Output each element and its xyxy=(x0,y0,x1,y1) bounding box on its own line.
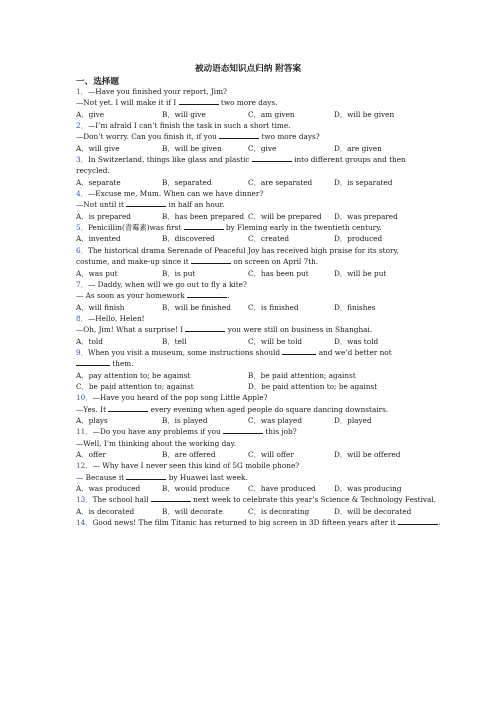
answer-option[interactable]: A．was put xyxy=(76,268,118,278)
question-stem: 12．— Why have I never seen this kind of 5G mobile phone? xyxy=(76,461,300,471)
question-stem: 13．The school hall next week to celebrate this year’s Science & Technology Festival. xyxy=(76,495,437,505)
answer-option[interactable]: D．be paid attention to; be against xyxy=(248,381,378,391)
question-number: 10． xyxy=(76,393,93,403)
answer-option[interactable]: B．is played xyxy=(162,415,208,425)
options-row xyxy=(76,233,421,244)
answer-option[interactable]: C．will offer xyxy=(248,450,294,459)
answer-blank xyxy=(223,427,263,434)
options-row xyxy=(76,506,421,517)
answer-option[interactable]: C．give xyxy=(248,143,277,153)
answer-option[interactable]: D．will be decorated xyxy=(334,506,412,516)
answer-option[interactable]: A．plays xyxy=(76,415,108,425)
question-line: —Don’t worry. Can you finish it, if you two more days? xyxy=(76,132,320,142)
options-row xyxy=(76,177,421,188)
answer-option[interactable]: D．is separated xyxy=(334,177,393,187)
question-stem: 6．The historical drama Serenade of Peaceful Joy has received high praise for its story, costume, and make-up since it on screen on April 7th. xyxy=(76,245,399,267)
answer-option[interactable]: D．was prepared xyxy=(334,211,398,221)
answer-option[interactable]: C．are separated xyxy=(248,177,313,187)
answer-option[interactable]: D．are given xyxy=(334,143,382,153)
question-list xyxy=(76,86,441,528)
question-number: 6． xyxy=(76,245,88,255)
answer-blank xyxy=(185,325,225,332)
question-line: — Because it by Huawei last week. xyxy=(76,472,248,482)
answer-option[interactable]: C．created xyxy=(248,234,290,244)
answer-blank xyxy=(151,495,191,502)
answer-blank xyxy=(126,200,166,207)
answer-option[interactable]: D．will be put xyxy=(334,268,387,278)
answer-option[interactable]: A．was produced xyxy=(76,484,141,494)
question-stem: 3．In Switzerland, things like glass and plastic into different groups and then recycled. xyxy=(76,155,406,176)
options-row xyxy=(76,415,421,426)
options-row xyxy=(76,143,421,154)
answer-option[interactable]: B．will be given xyxy=(162,143,222,153)
answer-option[interactable]: C．will be told xyxy=(248,336,303,346)
question-stem: 4．—Excuse me, Mum. When can we have dinner? xyxy=(76,189,264,199)
answer-option[interactable]: D．finishes xyxy=(334,302,376,312)
answer-option[interactable]: A．will give xyxy=(76,143,120,153)
answer-option[interactable]: B．will give xyxy=(162,109,206,119)
answer-option[interactable]: A．told xyxy=(76,336,103,346)
question-number: 3． xyxy=(76,155,88,165)
answer-option[interactable]: A．is prepared xyxy=(76,211,131,221)
answer-option[interactable]: C．have produced xyxy=(248,484,316,494)
answer-option[interactable]: C．was played xyxy=(248,415,303,425)
answer-option[interactable]: A．separate xyxy=(76,177,121,187)
answer-option[interactable]: C．will be prepared xyxy=(248,211,322,221)
answer-option[interactable]: C．is decorating xyxy=(248,506,310,516)
answer-blank xyxy=(191,257,231,264)
question-number: 12． xyxy=(76,461,93,471)
question-number: 4． xyxy=(76,189,88,199)
question-number: 13． xyxy=(76,495,93,505)
question-number: 5． xyxy=(76,223,88,233)
question-stem: 2．—I’m afraid I can’t finish the task in such a short time. xyxy=(76,121,291,131)
answer-option[interactable]: B．will decorate xyxy=(162,506,223,516)
question-number: 7． xyxy=(76,279,88,289)
answer-option[interactable]: A．is decorated xyxy=(76,506,135,516)
question-stem: 1．—Have you finished your report, Jim? xyxy=(76,87,227,96)
answer-option[interactable]: B．tell xyxy=(162,336,187,346)
answer-option[interactable]: C．has been put xyxy=(248,268,309,278)
options-row xyxy=(76,109,421,120)
question-line: —Not until it in half an hour. xyxy=(76,200,225,210)
answer-option[interactable]: A．will finish xyxy=(76,302,125,312)
answer-option[interactable]: B．discovered xyxy=(162,234,215,244)
question-line: —Not yet. I will make it if I two more days. xyxy=(76,98,278,108)
answer-blank xyxy=(219,132,259,139)
answer-option[interactable]: B．has been prepared xyxy=(162,211,245,221)
question-number: 1． xyxy=(76,87,88,96)
page-title: 被动语态知识点归纳 附答案 xyxy=(194,64,302,74)
answer-option[interactable]: D．played xyxy=(334,415,372,425)
answer-option[interactable]: B．are offered xyxy=(162,450,216,459)
answer-blank xyxy=(184,223,224,230)
answer-option[interactable]: B．be paid attention; against xyxy=(248,370,356,380)
question-stem: 10．—Have you heard of the pop song Little Apple? xyxy=(76,393,268,403)
question-number: 14． xyxy=(76,518,93,528)
options-row xyxy=(76,336,421,347)
answer-blank xyxy=(126,473,166,480)
answer-blank xyxy=(179,98,219,105)
answer-blank xyxy=(187,291,227,298)
answer-option[interactable]: C．be paid attention to; against xyxy=(76,381,194,391)
answer-blank xyxy=(76,359,110,366)
question-line: —Oh, Jim! What a surprise! I you were still on business in Shanghai. xyxy=(76,325,373,335)
question-line: — As soon as your homework . xyxy=(76,291,230,301)
question-number: 8． xyxy=(76,313,88,323)
options-row xyxy=(76,268,421,279)
answer-blank xyxy=(108,405,148,412)
answer-option[interactable]: A．pay attention to; be against xyxy=(76,370,191,380)
answer-option[interactable]: D．produced xyxy=(334,234,383,244)
answer-option[interactable]: B．is put xyxy=(162,268,196,278)
answer-option[interactable]: D．will be offered xyxy=(334,450,401,459)
question-stem: 11．—Do you have any problems if you this job? xyxy=(76,427,297,437)
answer-blank xyxy=(398,518,438,525)
answer-option[interactable]: D．will be given xyxy=(334,109,395,119)
question-line: —Well, I’m thinking about the working day. xyxy=(76,438,237,448)
answer-blank xyxy=(252,155,292,162)
options-row xyxy=(76,483,421,494)
question-stem: 7．— Daddy, when will we go out to fly a kite? xyxy=(76,279,247,289)
section-heading: 一、选择题 xyxy=(76,77,119,87)
question-number: 11． xyxy=(76,427,93,437)
answer-option[interactable]: B．would produce xyxy=(162,484,230,494)
options-row xyxy=(76,449,421,460)
options-row xyxy=(76,211,421,222)
answer-option[interactable]: B．separated xyxy=(162,177,212,187)
answer-option[interactable]: A．invented xyxy=(76,234,121,244)
options-row xyxy=(76,302,421,313)
answer-option[interactable]: A．give xyxy=(76,109,105,119)
answer-option[interactable]: B．will be finished xyxy=(162,302,231,312)
question-stem: 9．When you visit a museum, some instructions should and we’d better not them. xyxy=(76,347,392,369)
answer-option[interactable]: D．was producing xyxy=(334,484,402,494)
options-row xyxy=(76,381,421,392)
answer-option[interactable]: A．offer xyxy=(76,450,106,459)
answer-option[interactable]: C．am given xyxy=(248,109,295,119)
options-row xyxy=(76,370,421,381)
answer-blank xyxy=(282,348,316,355)
answer-option[interactable]: C．is finished xyxy=(248,302,299,312)
question-number: 9． xyxy=(76,347,88,357)
question-stem: 14．Good news! The film Titanic has returned to big screen in 3D fifteen years after it . xyxy=(76,518,441,528)
question-number: 2． xyxy=(76,121,88,131)
question-line: —Yes. It every evening when aged people do square dancing downstairs. xyxy=(76,404,389,414)
question-stem: 5．Penicillin(青霉素)was first by Fleming early in the twentieth century. xyxy=(76,223,382,233)
answer-option[interactable]: D．was told xyxy=(334,336,379,346)
question-stem: 8．—Hello, Helen! xyxy=(76,313,145,323)
